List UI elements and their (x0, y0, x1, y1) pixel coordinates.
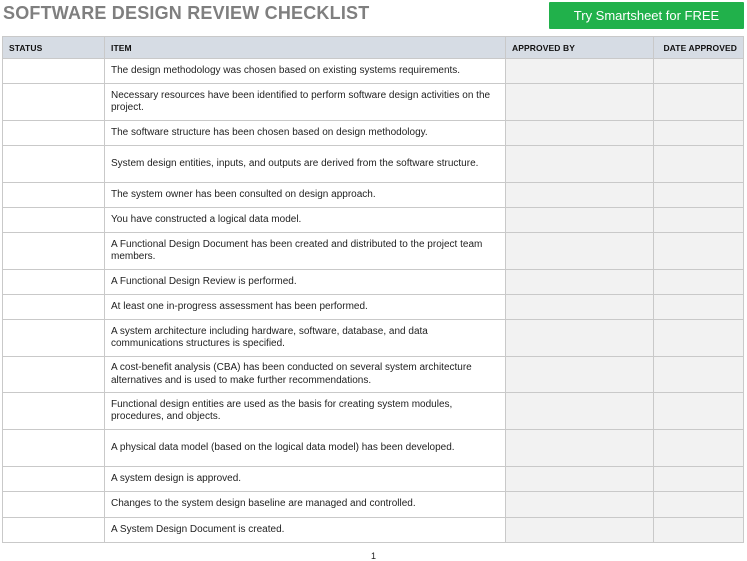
try-smartsheet-button[interactable]: Try Smartsheet for FREE (549, 2, 744, 29)
date-approved-cell[interactable] (654, 295, 744, 320)
status-cell[interactable] (3, 146, 105, 183)
approved-by-cell[interactable] (506, 467, 654, 492)
item-cell: A Functional Design Review is performed. (105, 270, 506, 295)
status-cell[interactable] (3, 467, 105, 492)
status-cell[interactable] (3, 208, 105, 233)
approved-by-cell[interactable] (506, 492, 654, 518)
item-cell: A System Design Document is created. (105, 518, 506, 543)
date-approved-cell[interactable] (654, 430, 744, 467)
item-cell: A system design is approved. (105, 467, 506, 492)
status-cell[interactable] (3, 393, 105, 430)
item-cell: System design entities, inputs, and outputs are derived from the software structure. (105, 146, 506, 183)
approved-by-cell[interactable] (506, 183, 654, 208)
table-row (3, 233, 744, 270)
approved-by-cell[interactable] (506, 84, 654, 121)
approved-by-cell[interactable] (506, 121, 654, 146)
date-approved-cell[interactable] (654, 84, 744, 121)
date-approved-cell[interactable] (654, 59, 744, 84)
date-approved-cell[interactable] (654, 357, 744, 393)
item-cell: You have constructed a logical data model. (105, 208, 506, 233)
approved-by-cell[interactable] (506, 270, 654, 295)
table-row (3, 393, 744, 430)
page-number: 1 (370, 551, 376, 561)
table-row (3, 357, 744, 393)
table-row (3, 518, 744, 543)
date-approved-cell[interactable] (654, 233, 744, 270)
date-approved-cell[interactable] (654, 393, 744, 430)
status-cell[interactable] (3, 492, 105, 518)
table-row (3, 84, 744, 121)
status-cell[interactable] (3, 357, 105, 393)
status-cell[interactable] (3, 518, 105, 543)
status-cell[interactable] (3, 430, 105, 467)
header-row (3, 37, 744, 59)
date-approved-cell[interactable] (654, 518, 744, 543)
approved-by-column-header: APPROVED BY (506, 37, 654, 59)
table-row (3, 208, 744, 233)
table-row (3, 146, 744, 183)
approved-by-cell[interactable] (506, 518, 654, 543)
item-cell: A system architecture including hardware, software, database, and data communications structures is specified. (105, 320, 506, 357)
approved-by-cell[interactable] (506, 295, 654, 320)
status-cell[interactable] (3, 320, 105, 357)
page-title: SOFTWARE DESIGN REVIEW CHECKLIST (3, 3, 370, 23)
status-cell[interactable] (3, 233, 105, 270)
approved-by-cell[interactable] (506, 320, 654, 357)
table-row (3, 59, 744, 84)
date-approved-cell[interactable] (654, 121, 744, 146)
table-row (3, 492, 744, 518)
item-cell: A Functional Design Document has been created and distributed to the project team members. (105, 233, 506, 270)
approved-by-cell[interactable] (506, 357, 654, 393)
approved-by-cell[interactable] (506, 146, 654, 183)
date-approved-cell[interactable] (654, 320, 744, 357)
approved-by-cell[interactable] (506, 430, 654, 467)
approved-by-cell[interactable] (506, 59, 654, 84)
approved-by-cell[interactable] (506, 233, 654, 270)
status-cell[interactable] (3, 121, 105, 146)
table-row (3, 430, 744, 467)
item-cell: The software structure has been chosen based on design methodology. (105, 121, 506, 146)
item-column-header: ITEM (105, 37, 506, 59)
date-approved-cell[interactable] (654, 146, 744, 183)
status-column-header: STATUS (3, 37, 105, 59)
item-cell: At least one in-progress assessment has been performed. (105, 295, 506, 320)
item-cell: The system owner has been consulted on design approach. (105, 183, 506, 208)
status-cell[interactable] (3, 183, 105, 208)
table-row (3, 270, 744, 295)
item-cell: The design methodology was chosen based on existing systems requirements. (105, 59, 506, 84)
status-cell[interactable] (3, 295, 105, 320)
table-row (3, 121, 744, 146)
table-row (3, 183, 744, 208)
date-approved-cell[interactable] (654, 270, 744, 295)
status-cell[interactable] (3, 84, 105, 121)
item-cell: Functional design entities are used as the basis for creating system modules, procedures, and objects. (105, 393, 506, 430)
approved-by-cell[interactable] (506, 208, 654, 233)
status-cell[interactable] (3, 59, 105, 84)
checklist-table (2, 36, 744, 543)
date-approved-cell[interactable] (654, 467, 744, 492)
item-cell: Necessary resources have been identified to perform software design activities on the project. (105, 84, 506, 121)
date-approved-cell[interactable] (654, 208, 744, 233)
status-cell[interactable] (3, 270, 105, 295)
item-cell: Changes to the system design baseline are managed and controlled. (105, 492, 506, 518)
date-approved-cell[interactable] (654, 492, 744, 518)
table-row (3, 295, 744, 320)
item-cell: A physical data model (based on the logical data model) has been developed. (105, 430, 506, 467)
item-cell: A cost-benefit analysis (CBA) has been conducted on several system architecture alternatives and is used to make further recommendations. (105, 357, 506, 393)
table-row (3, 320, 744, 357)
table-row (3, 467, 744, 492)
date-approved-column-header: DATE APPROVED (654, 37, 744, 59)
approved-by-cell[interactable] (506, 393, 654, 430)
date-approved-cell[interactable] (654, 183, 744, 208)
